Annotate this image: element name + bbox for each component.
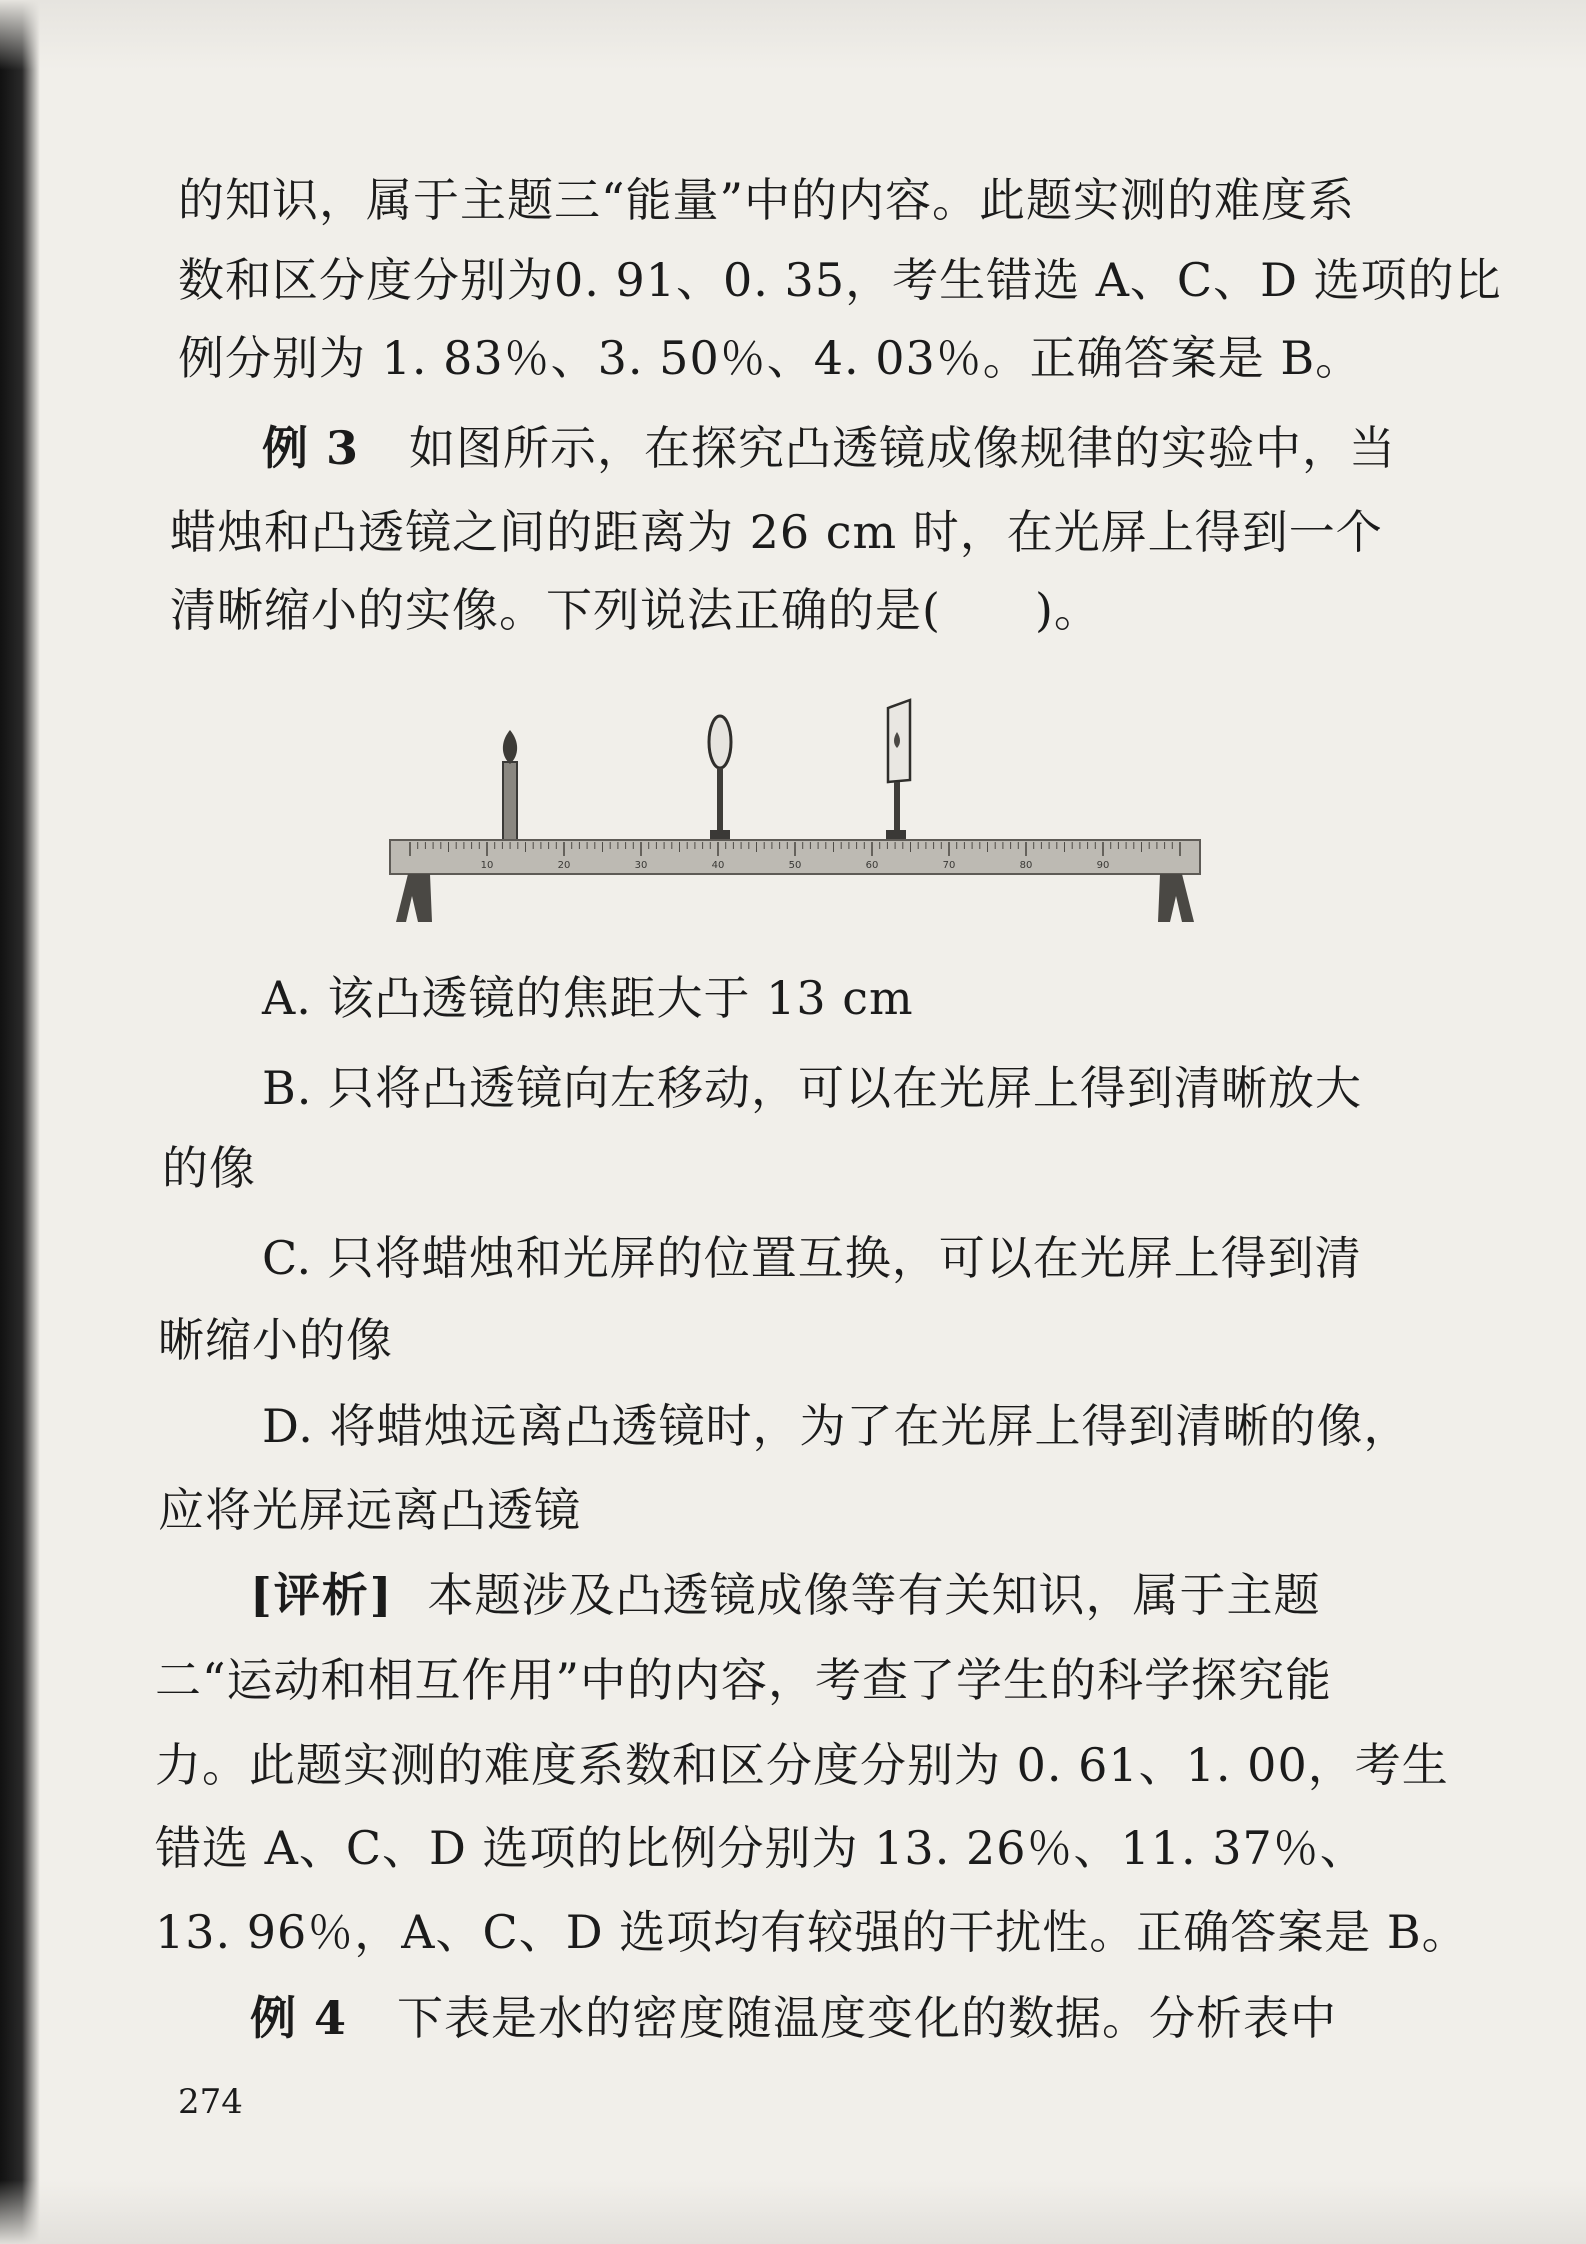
intro-line-1: 的知识，属于主题三“能量”中的内容。此题实测的难度系 xyxy=(178,173,1356,227)
example4-label: 例 4 xyxy=(250,1991,348,2045)
page-bottom-shadow xyxy=(0,2180,1586,2244)
option-b-line-1: B. 只将凸透镜向左移动，可以在光屏上得到清晰放大 xyxy=(262,1061,1363,1115)
example3-question-line-1 xyxy=(262,418,1396,478)
example3-question-text-1: 如图所示，在探究凸透镜成像规律的实验中，当 xyxy=(409,421,1397,475)
ruler-tick-label: 30 xyxy=(634,860,648,871)
bench-rail xyxy=(390,840,1200,874)
ruler-tick-label: 60 xyxy=(865,860,879,871)
optical-bench-figure xyxy=(370,690,1220,940)
ruler-tick-label: 10 xyxy=(480,860,494,871)
page-number: 274 xyxy=(178,2082,243,2122)
analysis-line-1 xyxy=(250,1565,1321,1625)
page-top-shadow xyxy=(0,0,1586,70)
option-c-line-1: C. 只将蜡烛和光屏的位置互换，可以在光屏上得到清 xyxy=(262,1231,1362,1285)
ruler-tick-label: 80 xyxy=(1019,860,1033,871)
ruler-tick-label: 70 xyxy=(942,860,956,871)
option-d-line-2: 应将光屏远离凸透镜 xyxy=(158,1483,581,1537)
example3-label: 例 3 xyxy=(262,421,360,475)
analysis-line-5: 13. 96％，A、C、D 选项均有较强的干扰性。正确答案是 B。 xyxy=(155,1905,1469,1959)
analysis-line-2: 二“运动和相互作用”中的内容，考查了学生的科学探究能 xyxy=(155,1653,1333,1707)
option-c-line-2: 晰缩小的像 xyxy=(158,1313,393,1367)
example3-question-line-3: 清晰缩小的实像。下列说法正确的是( )。 xyxy=(170,583,1101,637)
light-screen xyxy=(886,700,910,842)
example4-text: 下表是水的密度随温度变化的数据。分析表中 xyxy=(397,1991,1338,2045)
bench-leg-right xyxy=(1158,874,1194,922)
analysis-line-4: 错选 A、C、D 选项的比例分别为 13. 26％、11. 37％、 xyxy=(155,1821,1367,1875)
ruler-tick-label: 90 xyxy=(1096,860,1110,871)
option-b-line-2: 的像 xyxy=(162,1141,256,1195)
example3-question-line-2: 蜡烛和凸透镜之间的距离为 26 cm 时，在光屏上得到一个 xyxy=(170,505,1383,559)
ruler-tick-label: 40 xyxy=(711,860,725,871)
ruler-tick-label: 20 xyxy=(557,860,571,871)
example4-line-1 xyxy=(250,1988,1337,2048)
ruler-tick-label: 50 xyxy=(788,860,802,871)
analysis-label: [评析] xyxy=(250,1568,394,1622)
option-a: A. 该凸透镜的焦距大于 13 cm xyxy=(262,971,914,1025)
candle xyxy=(503,730,517,842)
analysis-line-3: 力。此题实测的难度系数和区分度分别为 0. 61、1. 00，考生 xyxy=(155,1738,1449,1792)
intro-line-3: 例分别为 1. 83％、3. 50％、4. 03％。正确答案是 B。 xyxy=(178,331,1363,385)
bench-leg-left xyxy=(396,874,432,922)
convex-lens xyxy=(709,716,731,842)
page-edge-shadow xyxy=(0,0,40,2244)
intro-line-2: 数和区分度分别为0. 91、0. 35，考生错选 A、C、D 选项的比 xyxy=(178,253,1502,307)
analysis-text-1: 本题涉及凸透镜成像等有关知识，属于主题 xyxy=(427,1568,1321,1622)
option-d-line-1: D. 将蜡烛远离凸透镜时，为了在光屏上得到清晰的像， xyxy=(262,1399,1411,1453)
